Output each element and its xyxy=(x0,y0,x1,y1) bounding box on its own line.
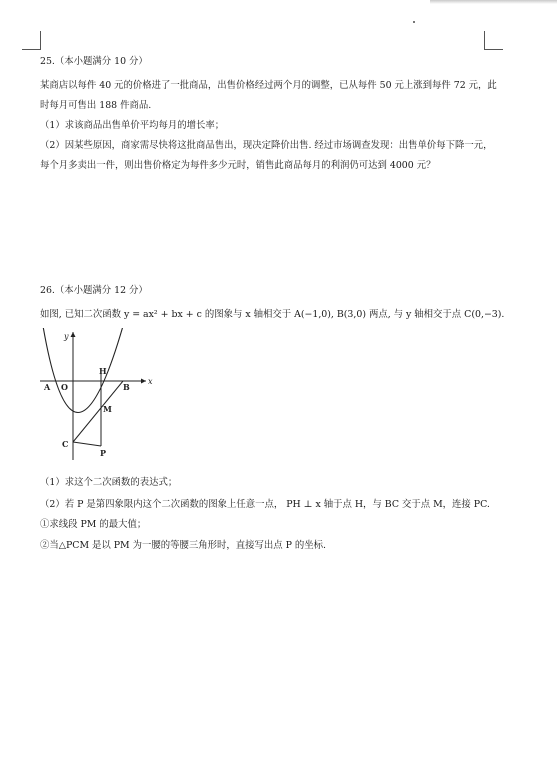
parabola-curve xyxy=(43,328,123,413)
label-o: O xyxy=(61,382,68,392)
page-speck xyxy=(413,21,415,23)
label-m: M xyxy=(103,404,112,414)
label-c: C xyxy=(62,439,69,449)
margin-corner-right xyxy=(484,31,503,50)
y-axis-arrow xyxy=(71,332,76,337)
q25-part1: （1）求该商品出售单价平均每月的增长率； xyxy=(40,120,225,131)
margin-corner-left xyxy=(22,31,41,50)
q25-part2-line2: 每个月多卖出一件，则出售价格定为每件多少元时，销售此商品每月的利润仍可达到 4000 元？ xyxy=(40,160,436,171)
q25-line2: 时每月可售出 188 件商品. xyxy=(40,100,152,111)
q25-part2-line1: （2）因某些原因，商家需尽快将这批商品售出，现决定降价出售. 经过市场调查发现：出售单价每下降一元， xyxy=(40,140,493,151)
q26-part1: （1）求这个二次函数的表达式； xyxy=(40,477,178,488)
q26-part2: （2）若 P 是第四象限内这个二次函数的图象上任意一点， PH ⊥ x 轴于点 H，与 BC 交于点 M，连接 PC. xyxy=(40,499,490,510)
q26-sub1: ①求线段 PM 的最大值； xyxy=(40,519,147,530)
q25-title: 25.（本小题满分 10 分） xyxy=(40,56,148,67)
q26-title: 26.（本小题满分 12 分） xyxy=(40,285,148,296)
label-b: B xyxy=(123,382,130,392)
q26-intro: 如图, 已知二次函数 y = ax² + bx + c 的图象与 x 轴相交于 A(−1,0), B(3,0) 两点, 与 y 轴相交于点 C(0,−3). xyxy=(40,309,505,320)
q25-line1: 某商店以每件 40 元的价格进了一批商品，出售价格经过两个月的调整，已从每件 50 元上涨到每件 72 元，此 xyxy=(40,80,497,91)
window-edge-shadow xyxy=(430,0,557,4)
segment-pc xyxy=(73,442,101,446)
label-y: y xyxy=(64,332,69,341)
parabola-figure xyxy=(38,328,160,462)
x-axis-arrow xyxy=(141,379,146,384)
q26-sub2: ②当△PCM 是以 PM 为一腰的等腰三角形时，直接写出点 P 的坐标. xyxy=(40,540,327,551)
label-a: A xyxy=(44,382,51,392)
label-p: P xyxy=(100,448,107,458)
label-h: H xyxy=(99,366,107,376)
segment-bc xyxy=(73,381,123,442)
label-x: x xyxy=(148,377,153,386)
